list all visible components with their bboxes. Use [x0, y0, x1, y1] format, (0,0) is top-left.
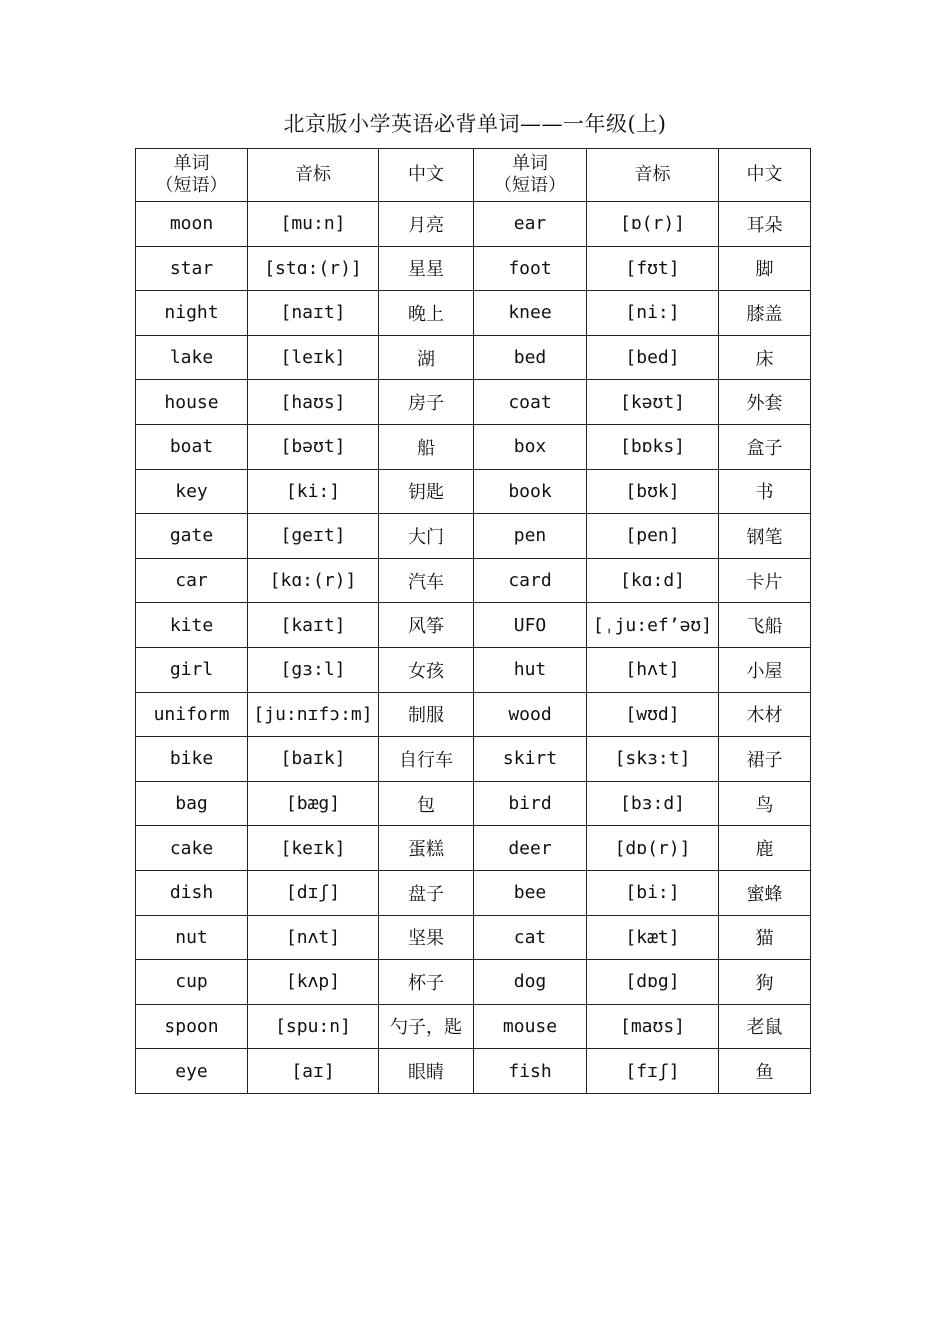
header-word: [136, 149, 248, 202]
ipa-cell: [geɪt]: [248, 514, 379, 559]
word-cell: boat: [136, 424, 248, 469]
ipa-cell: [ki:]: [248, 469, 379, 514]
chinese-cell: 眼睛: [379, 1049, 474, 1094]
ipa-cell: [kaɪt]: [248, 603, 379, 648]
header-ipa-2: 音标: [587, 149, 719, 202]
vocabulary-table: [135, 148, 811, 1094]
ipa-cell: [fʊt]: [587, 246, 719, 291]
chinese-cell: 风筝: [379, 603, 474, 648]
word-cell: fish: [474, 1049, 587, 1094]
ipa-cell: [kəʊt]: [587, 380, 719, 425]
table-row: [136, 380, 811, 425]
ipa-cell: [pen]: [587, 514, 719, 559]
chinese-cell: 盒子: [719, 424, 811, 469]
chinese-cell: 杯子: [379, 960, 474, 1005]
word-cell: gate: [136, 514, 248, 559]
chinese-cell: 书: [719, 469, 811, 514]
word-cell: night: [136, 291, 248, 336]
word-cell: coat: [474, 380, 587, 425]
table-row: [136, 291, 811, 336]
word-cell: car: [136, 558, 248, 603]
chinese-cell: 晚上: [379, 291, 474, 336]
table-row: [136, 647, 811, 692]
word-cell: girl: [136, 647, 248, 692]
ipa-cell: [naɪt]: [248, 291, 379, 336]
word-cell: moon: [136, 202, 248, 247]
word-cell: cake: [136, 826, 248, 871]
table-row: [136, 915, 811, 960]
ipa-cell: [haʊs]: [248, 380, 379, 425]
table-row: [136, 1049, 811, 1094]
word-cell: dog: [474, 960, 587, 1005]
header-word-2-line2: （短语）: [494, 175, 566, 196]
ipa-cell: [baɪk]: [248, 737, 379, 782]
word-cell: knee: [474, 291, 587, 336]
ipa-cell: [leɪk]: [248, 335, 379, 380]
chinese-cell: 飞船: [719, 603, 811, 648]
chinese-cell: 制服: [379, 692, 474, 737]
word-cell: lake: [136, 335, 248, 380]
chinese-cell: 坚果: [379, 915, 474, 960]
chinese-cell: 月亮: [379, 202, 474, 247]
ipa-cell: [stɑ:(r)]: [248, 246, 379, 291]
word-cell: pen: [474, 514, 587, 559]
ipa-cell: [fɪʃ]: [587, 1049, 719, 1094]
chinese-cell: 汽车: [379, 558, 474, 603]
chinese-cell: 床: [719, 335, 811, 380]
header-word-2: [474, 149, 587, 202]
ipa-cell: [ni:]: [587, 291, 719, 336]
ipa-cell: [bi:]: [587, 870, 719, 915]
table-row: [136, 737, 811, 782]
chinese-cell: 狗: [719, 960, 811, 1005]
word-cell: wood: [474, 692, 587, 737]
chinese-cell: 鹿: [719, 826, 811, 871]
chinese-cell: 船: [379, 424, 474, 469]
ipa-cell: [ɒ(r)]: [587, 202, 719, 247]
chinese-cell: 勺子，匙: [379, 1004, 474, 1049]
ipa-cell: [hʌt]: [587, 647, 719, 692]
word-cell: skirt: [474, 737, 587, 782]
word-cell: bird: [474, 781, 587, 826]
chinese-cell: 钥匙: [379, 469, 474, 514]
chinese-cell: 湖: [379, 335, 474, 380]
chinese-cell: 耳朵: [719, 202, 811, 247]
word-cell: deer: [474, 826, 587, 871]
word-cell: nut: [136, 915, 248, 960]
header-word-line2: （短语）: [155, 175, 228, 196]
ipa-cell: [keɪk]: [248, 826, 379, 871]
word-cell: eye: [136, 1049, 248, 1094]
table-row: [136, 469, 811, 514]
header-chinese-2: 中文: [719, 149, 811, 202]
table-header-row: [136, 149, 811, 202]
chinese-cell: 盘子: [379, 870, 474, 915]
ipa-cell: [spu:n]: [248, 1004, 379, 1049]
table-row: [136, 202, 811, 247]
ipa-cell: [ˌju:ef’əʊ]: [587, 603, 719, 648]
table-body: [136, 202, 811, 1094]
chinese-cell: 包: [379, 781, 474, 826]
word-cell: box: [474, 424, 587, 469]
chinese-cell: 自行车: [379, 737, 474, 782]
table-row: [136, 335, 811, 380]
chinese-cell: 老鼠: [719, 1004, 811, 1049]
word-cell: key: [136, 469, 248, 514]
chinese-cell: 钢笔: [719, 514, 811, 559]
ipa-cell: [wʊd]: [587, 692, 719, 737]
word-cell: bed: [474, 335, 587, 380]
header-word-line1: 单词: [173, 153, 210, 174]
ipa-cell: [kɑ:d]: [587, 558, 719, 603]
chinese-cell: 裙子: [719, 737, 811, 782]
word-cell: spoon: [136, 1004, 248, 1049]
table-row: [136, 692, 811, 737]
word-cell: cup: [136, 960, 248, 1005]
chinese-cell: 鱼: [719, 1049, 811, 1094]
word-cell: card: [474, 558, 587, 603]
header-word-2-line1: 单词: [512, 153, 548, 174]
ipa-cell: [bæg]: [248, 781, 379, 826]
chinese-cell: 大门: [379, 514, 474, 559]
word-cell: book: [474, 469, 587, 514]
table-row: [136, 870, 811, 915]
chinese-cell: 木材: [719, 692, 811, 737]
ipa-cell: [dɒ(r)]: [587, 826, 719, 871]
ipa-cell: [mu:n]: [248, 202, 379, 247]
chinese-cell: 蜜蜂: [719, 870, 811, 915]
ipa-cell: [bɒks]: [587, 424, 719, 469]
ipa-cell: [kæt]: [587, 915, 719, 960]
chinese-cell: 星星: [379, 246, 474, 291]
ipa-cell: [maʊs]: [587, 1004, 719, 1049]
word-cell: hut: [474, 647, 587, 692]
ipa-cell: [kɑ:(r)]: [248, 558, 379, 603]
word-cell: cat: [474, 915, 587, 960]
ipa-cell: [aɪ]: [248, 1049, 379, 1094]
ipa-cell: [bed]: [587, 335, 719, 380]
ipa-cell: [gɜ:l]: [248, 647, 379, 692]
ipa-cell: [ju:nɪfɔ:m]: [248, 692, 379, 737]
ipa-cell: [bəʊt]: [248, 424, 379, 469]
word-cell: bike: [136, 737, 248, 782]
chinese-cell: 鸟: [719, 781, 811, 826]
table-row: [136, 558, 811, 603]
ipa-cell: [dɪʃ]: [248, 870, 379, 915]
chinese-cell: 蛋糕: [379, 826, 474, 871]
ipa-cell: [kʌp]: [248, 960, 379, 1005]
ipa-cell: [nʌt]: [248, 915, 379, 960]
table-row: [136, 424, 811, 469]
word-cell: uniform: [136, 692, 248, 737]
table-row: [136, 826, 811, 871]
word-cell: foot: [474, 246, 587, 291]
word-cell: house: [136, 380, 248, 425]
word-cell: dish: [136, 870, 248, 915]
word-cell: kite: [136, 603, 248, 648]
word-cell: star: [136, 246, 248, 291]
chinese-cell: 小屋: [719, 647, 811, 692]
table-row: [136, 514, 811, 559]
chinese-cell: 外套: [719, 380, 811, 425]
page-title: 北京版小学英语必背单词——一年级(上): [283, 112, 667, 136]
chinese-cell: 脚: [719, 246, 811, 291]
word-cell: UFO: [474, 603, 587, 648]
table-row: [136, 1004, 811, 1049]
word-cell: bag: [136, 781, 248, 826]
word-cell: ear: [474, 202, 587, 247]
table-row: [136, 781, 811, 826]
word-cell: mouse: [474, 1004, 587, 1049]
header-ipa: 音标: [248, 149, 379, 202]
chinese-cell: 膝盖: [719, 291, 811, 336]
word-cell: bee: [474, 870, 587, 915]
ipa-cell: [bɜ:d]: [587, 781, 719, 826]
chinese-cell: 房子: [379, 380, 474, 425]
chinese-cell: 女孩: [379, 647, 474, 692]
chinese-cell: 猫: [719, 915, 811, 960]
table-row: [136, 246, 811, 291]
ipa-cell: [skɜ:t]: [587, 737, 719, 782]
chinese-cell: 卡片: [719, 558, 811, 603]
header-chinese: 中文: [379, 149, 474, 202]
ipa-cell: [bʊk]: [587, 469, 719, 514]
ipa-cell: [dɒg]: [587, 960, 719, 1005]
table-row: [136, 603, 811, 648]
table-row: [136, 960, 811, 1005]
